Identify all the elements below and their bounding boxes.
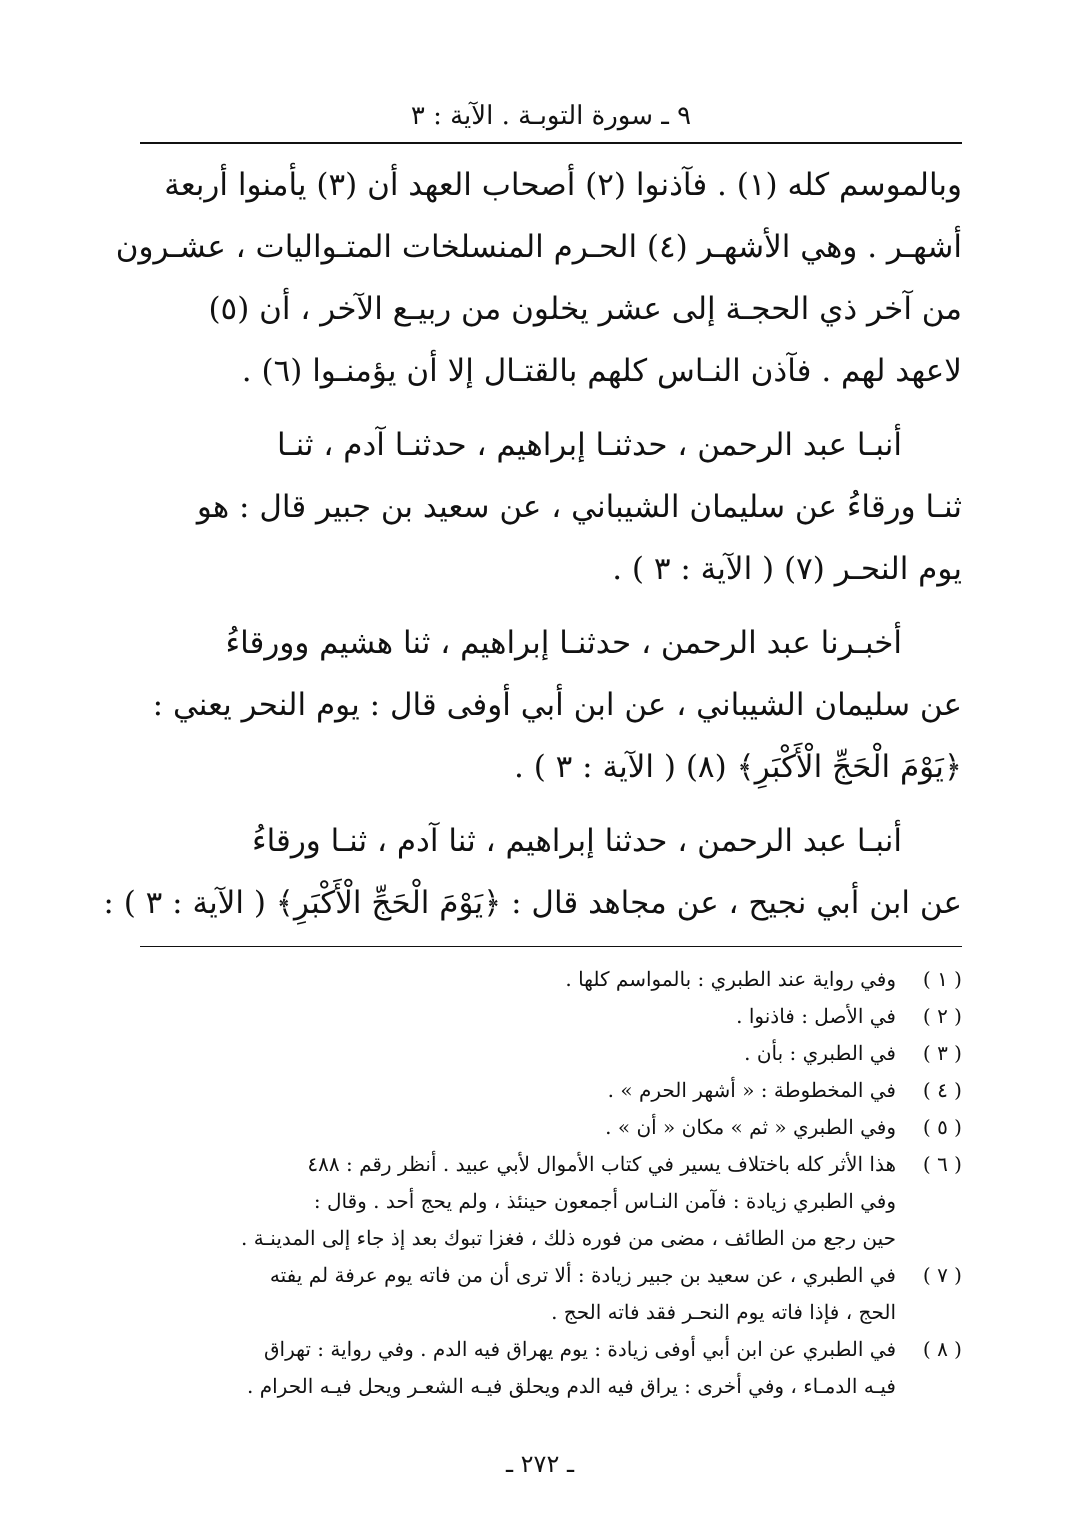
main-text <box>103 154 962 934</box>
footnote <box>140 961 962 998</box>
footnote-line: في الطبري عن ابن أبي أوفى زيادة : يوم يهراق فيه الدم . وفي رواية : تهراق <box>264 1337 896 1361</box>
footnote-line: وفي الطبري زيادة : فآمن النـاس أجمعون حينئذ ، ولم يحج أحد . وقال : <box>313 1189 896 1213</box>
footnote-line: في الطبري : بأن . <box>744 1041 896 1065</box>
footnotes <box>140 961 962 1405</box>
text-line: أشهـر . وهي الأشهـر (٤) الحـرم المنسلخات المتـواليات ، عشـرون <box>115 229 962 265</box>
footnote-line: في الأصل : فاذنوا . <box>736 1004 896 1028</box>
footnote-line: وفي الطبري « ثم » مكان « أن » . <box>605 1115 896 1139</box>
text-line: وبالموسم كله (١) . فآذنوا (٢) أصحاب العهد أن (٣) يأمنوا أربعة <box>164 167 962 203</box>
footnote-number: ( ٦ ) <box>922 1152 962 1176</box>
footnote-line: حين رجع من الطائف ، مضى من فوره ذلك ، فغزا تبوك بعد إذ جاء إلى المدينـة . <box>240 1226 896 1250</box>
page <box>103 98 962 1405</box>
footnote-number: ( ٤ ) <box>922 1078 962 1102</box>
footnote <box>140 998 962 1035</box>
footnote-line: وفي رواية عند الطبري : بالمواسم كلها . <box>565 967 896 991</box>
text-line: عن سليمان الشيباني ، عن ابن أبي أوفى قال : يوم النحر يعني : <box>152 687 962 723</box>
footnote-number: ( ٧ ) <box>922 1263 962 1287</box>
footnote <box>140 1109 962 1146</box>
text-line: عن ابن أبي نجيح ، عن مجاهد قال : ﴿يَوْمَ الْحَجِّ الْأَكْبَرِ﴾ ( الآية : ٣ ) : <box>103 885 962 921</box>
footnote <box>140 1072 962 1109</box>
footnote-number: ( ٣ ) <box>922 1041 962 1065</box>
footnote <box>140 1035 962 1072</box>
text-line: يوم النحـر (٧) ( الآية : ٣ ) . <box>612 551 962 587</box>
footnote-line: في المخطوطة : « أشهر الحرم » . <box>607 1078 896 1102</box>
footnote-line: هذا الأثر كله باختلاف يسير في كتاب الأموال لأبي عبيد . أنظر رقم : ٤٨٨ <box>307 1152 896 1176</box>
text-line: ثنـا ورقاءُ عن سليمان الشيباني ، عن سعيد بن جبير قال : هو <box>196 489 962 525</box>
paragraph <box>140 414 962 600</box>
footnote-line: الحج ، فإذا فاته يوم النحـر فقد فاته الحج . <box>551 1300 896 1324</box>
paragraph <box>140 612 962 798</box>
footnote <box>140 1146 962 1257</box>
text-line: أنبـا عبد الرحمن ، حدثنـا إبراهيم ، حدثنـا آدم ، ثنـا <box>277 427 902 463</box>
footnote-number: ( ٢ ) <box>922 1004 962 1028</box>
footnote-rule <box>140 946 962 947</box>
footnote <box>140 1257 962 1331</box>
text-line: ﴿يَوْمَ الْحَجِّ الْأَكْبَرِ﴾ (٨) ( الآية : ٣ ) . <box>514 749 962 785</box>
running-header: ٩ ـ سورة التوبـة . الآية : ٣ <box>410 101 692 131</box>
header-rule <box>140 142 962 144</box>
footnote-number: ( ١ ) <box>922 967 962 991</box>
paragraph <box>103 810 962 934</box>
footnote-line: في الطبري ، عن سعيد بن جبير زيادة : ألا ترى أن من فاته يوم عرفة لم يفته <box>269 1263 896 1287</box>
text-line: أخبـرنا عبد الرحمن ، حدثنـا إبراهيم ، ثنا هشيم وورقاءُ <box>225 625 902 661</box>
paragraph <box>115 154 962 402</box>
text-line: أنبـا عبد الرحمن ، حدثنا إبراهيم ، ثنا آدم ، ثنـا ورقاءُ <box>252 823 902 859</box>
footnote-number: ( ٥ ) <box>922 1115 962 1139</box>
footnote-number: ( ٨ ) <box>922 1337 962 1361</box>
text-line: لاعهد لهم . فآذن النـاس كلهم بالقتـال إلا أن يؤمنـوا (٦) . <box>241 353 962 389</box>
footnote-line: فيـه الدمـاء ، وفي أخرى : يراق فيه الدم ويحلق فيـه الشعـر ويحل فيـه الحرام . <box>247 1374 896 1398</box>
footnote <box>140 1331 962 1405</box>
text-line: من آخر ذي الحجـة إلى عشر يخلون من ربيـع الآخر ، أن (٥) <box>208 291 962 327</box>
page-number: ـ ٢٧٢ ـ <box>505 1450 574 1478</box>
